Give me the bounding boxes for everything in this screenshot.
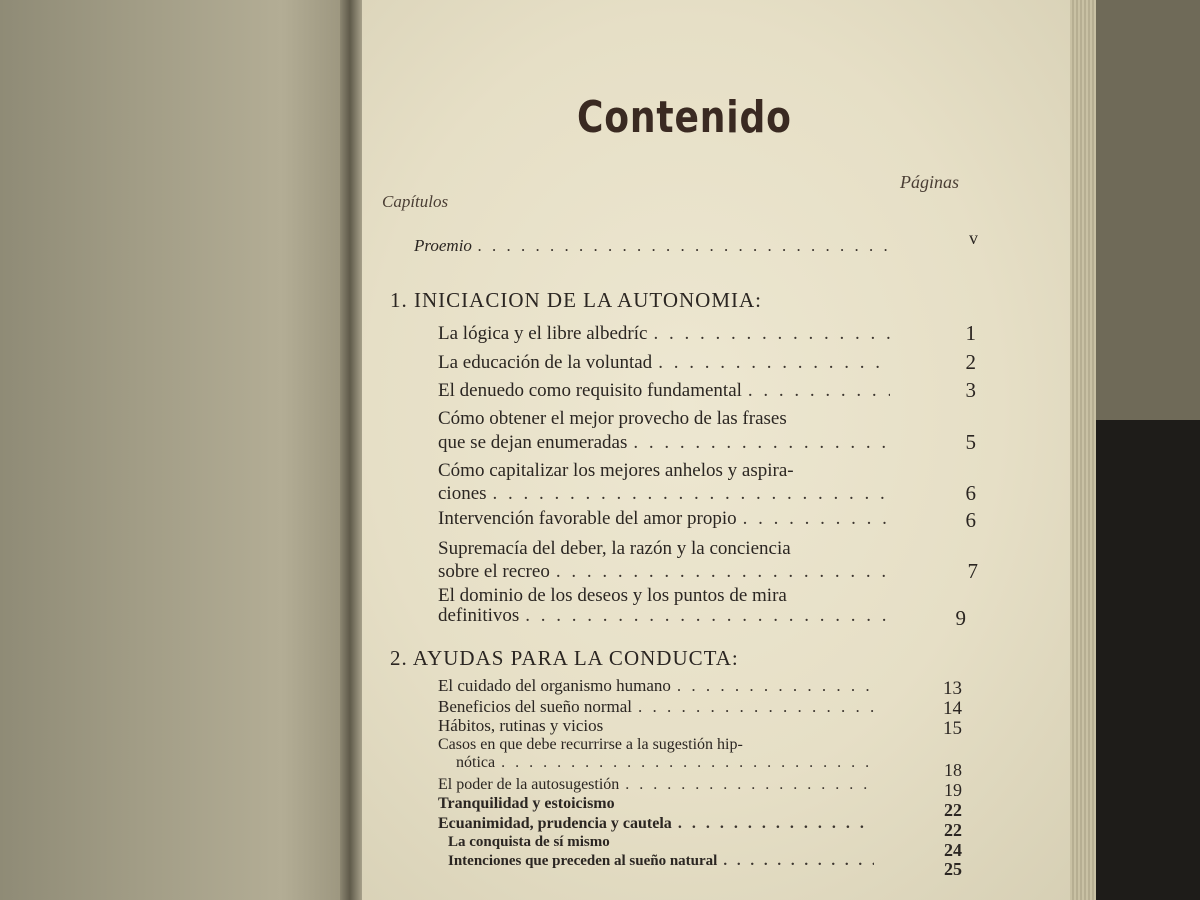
toc-entry-page: 6: [965, 508, 976, 532]
toc-entry-page: 1: [965, 321, 976, 345]
toc-entry-text: Tranquilidad y estoicismo: [438, 795, 615, 812]
toc-entry-page: 3: [965, 378, 976, 402]
page-edge: [1070, 0, 1096, 900]
toc-entry: [438, 483, 890, 505]
toc-entry-page: 25: [944, 859, 962, 879]
toc-entry-page: 24: [944, 840, 962, 860]
toc-entry: [438, 815, 874, 833]
pages-header: Páginas: [900, 172, 960, 192]
page-title: Contenido: [577, 92, 792, 143]
toc-entry-text: que se dejan enumeradas: [438, 432, 628, 453]
toc-entry-proemio: [414, 236, 894, 256]
toc-entry: [438, 323, 890, 345]
toc-entry: [438, 697, 878, 717]
toc-entry: [438, 676, 878, 696]
toc-entry-text: Casos en que debe recurrirse a la sugestión hip-: [438, 736, 743, 753]
toc-entry-text: Intervención favorable del amor propio: [438, 508, 737, 529]
toc-entry-text: definitivos: [438, 605, 520, 626]
right-page: [352, 0, 1090, 900]
toc-entry-text: El dominio de los deseos y los puntos de mira: [438, 585, 787, 606]
toc-entry-page: 15: [943, 718, 962, 739]
left-page: [0, 0, 352, 900]
toc-entry-text: Proemio: [414, 236, 472, 255]
toc-entry-page: 18: [944, 760, 962, 780]
toc-entry-page: 19: [944, 780, 962, 800]
toc-entry: [438, 508, 890, 530]
toc-entry-text: Intenciones que preceden al sueño natural: [448, 853, 718, 869]
toc-entry-text: Ecuanimidad, prudencia y cautela: [438, 815, 672, 832]
section-heading: 1. INICIACION DE LA AUTONOMIA:: [390, 288, 763, 312]
toc-entry-text: La lógica y el libre albedríc: [438, 323, 648, 344]
toc-entry: [438, 380, 890, 402]
toc-entry-text: Supremacía del deber, la razón y la conciencia: [438, 538, 791, 559]
toc-entry: [448, 853, 874, 870]
section-heading: 2. AYUDAS PARA LA CONDUCTA:: [390, 646, 739, 670]
toc-entry-text: Hábitos, rutinas y vicios: [438, 716, 604, 735]
toc-entry: [438, 716, 878, 736]
toc-entry-text: El poder de la autosugestión: [438, 776, 620, 793]
toc-entry-page: 14: [943, 698, 962, 719]
toc-entry-page: 7: [967, 559, 978, 583]
toc-entry-page: 2: [965, 350, 976, 374]
toc-entry: [456, 754, 876, 772]
background-surface: [1080, 420, 1200, 900]
toc-entry-text: ciones: [438, 483, 487, 504]
toc-entry: [448, 834, 874, 851]
toc-entry-page: 22: [944, 820, 962, 840]
toc-entry: [438, 605, 890, 627]
book-gutter: [340, 0, 362, 900]
toc-entry-page: 5: [965, 430, 976, 454]
toc-entry: [438, 795, 874, 813]
toc-entry-page: v: [969, 228, 978, 248]
toc-entry: [438, 432, 890, 454]
toc-entry-page: 13: [943, 678, 962, 699]
toc-entry-text: Cómo obtener el mejor provecho de las frases: [438, 408, 787, 429]
toc-entry-text: El denuedo como requisito fundamental: [438, 380, 742, 401]
toc-entry-text: La educación de la voluntad: [438, 352, 653, 373]
toc-entry-page: 22: [944, 800, 962, 820]
toc-entry-text: Beneficios del sueño normal: [438, 697, 633, 716]
table-of-contents: [352, 0, 1090, 900]
toc-entry: [438, 352, 890, 374]
toc-entry-page: 9: [955, 606, 966, 630]
toc-entry-text: Cómo capitalizar los mejores anhelos y aspira-: [438, 460, 794, 481]
toc-entry-text: La conquista de sí mismo: [448, 834, 610, 850]
toc-entry-text: sobre el recreo: [438, 561, 550, 582]
chapters-header: Capítulos: [382, 192, 449, 211]
toc-entry: [438, 561, 890, 583]
toc-entry-page: 6: [965, 481, 976, 505]
toc-entry: [438, 776, 874, 794]
toc-entry-text: nótica: [456, 754, 496, 771]
toc-entry-text: El cuidado del organismo humano: [438, 676, 671, 695]
